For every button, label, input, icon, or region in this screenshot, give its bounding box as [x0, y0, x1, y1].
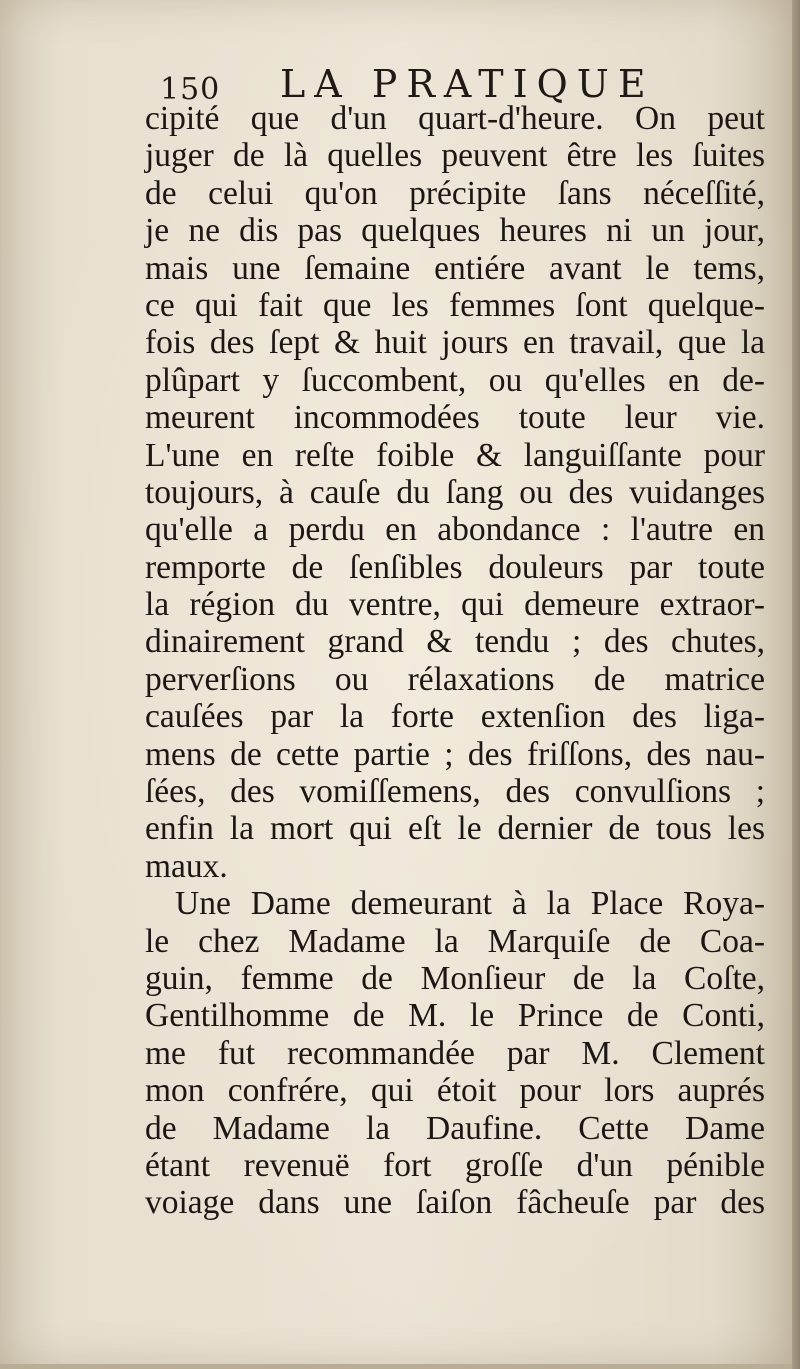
text-line: cipité que d'un quart-d'heure. On peut — [145, 100, 765, 137]
text-line: le chez Madame la Marquiſe de Coa- — [145, 922, 765, 960]
text-line: me fut recommandée par M. Clement — [145, 1034, 765, 1072]
running-title: LA PRATIQUE — [280, 62, 655, 106]
text-line: je ne dis pas quelques heures ni un jour, — [145, 212, 765, 250]
page-number: 150 — [160, 72, 221, 107]
body-text — [145, 100, 765, 1222]
text-line: la région du ventre, qui demeure extraor- — [145, 586, 765, 624]
text-line: remporte de ſenſibles douleurs par toute — [145, 548, 765, 586]
text-line: de celui qu'on précipite ſans néceſſité, — [145, 174, 765, 212]
text-line: de Madame la Daufine. Cette Dame — [145, 1109, 765, 1147]
text-line: voiage dans une ſaiſon fâcheuſe par des — [145, 1184, 765, 1222]
text-line: maux. — [145, 847, 228, 885]
text-line: Gentilhomme de M. le Prince de Conti, — [145, 997, 765, 1035]
text-line: qu'elle a perdu en abondance : l'autre en — [145, 511, 765, 549]
text-line: ſées, des vomiſſemens, des convulſions ; — [145, 773, 765, 811]
text-line: fois des ſept & huit jours en travail, que la — [145, 324, 765, 362]
text-line: juger de là quelles peuvent être les ſuites — [145, 137, 765, 175]
text-line: mens de cette partie ; des friſſons, des nau- — [145, 735, 765, 773]
text-line: ce qui fait que les femmes ſont quelque- — [145, 286, 765, 324]
text-line: mais une ſemaine entiére avant le tems, — [145, 249, 765, 287]
text-line: toujours, à cauſe du ſang ou des vuidanges — [145, 473, 765, 511]
text-line: guin, femme de Monſieur de la Coſte, — [145, 959, 765, 997]
page-edge — [792, 0, 800, 1369]
text-line: cauſées par la forte extenſion des liga- — [145, 698, 765, 736]
text-line: perverſions ou rélaxations de matrice — [145, 660, 765, 698]
text-line: enfin la mort qui eſt le dernier de tous les — [145, 810, 765, 848]
text-line: mon confrére, qui étoit pour lors auprés — [145, 1072, 765, 1110]
text-line: dinairement grand & tendu ; des chutes, — [145, 623, 765, 661]
text-line: meurent incommodées toute leur vie. — [145, 399, 765, 437]
text-line: étant revenuë fort groſſe d'un pénible — [145, 1146, 765, 1184]
text-line: plûpart y ſuccombent, ou qu'elles en de- — [145, 361, 765, 399]
text-line: L'une en reſte foible & languiſſante pour — [145, 436, 765, 474]
text-line: Une Dame demeurant à la Place Roya- — [175, 885, 765, 923]
